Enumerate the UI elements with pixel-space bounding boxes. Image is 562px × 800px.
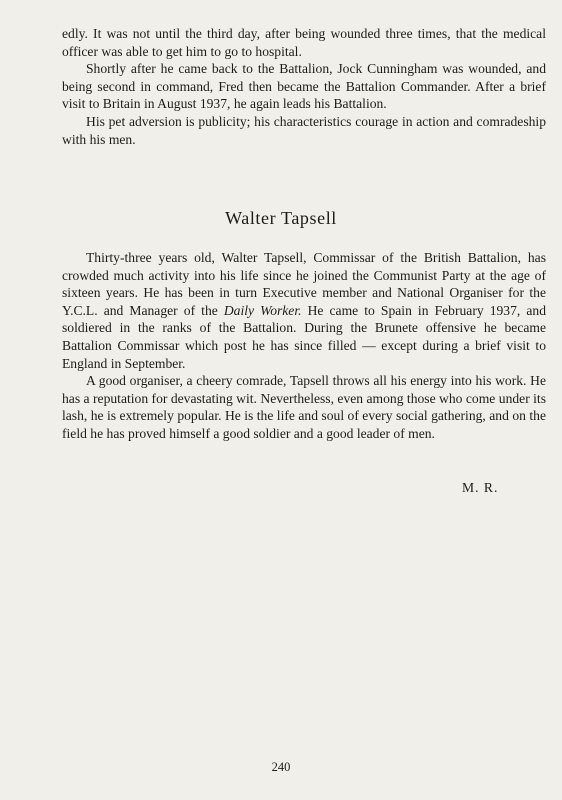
paragraph-battalion-commander: Shortly after he came back to the Battalion, Jock Cunningham was wounded, and being second in command, Fred then became the Battalion Commander. After a brief visit to Britain in August 1937, he again leads his Battalion. xyxy=(62,61,546,112)
paragraph-text: He came to Spain in February 1937, and soldiered in the ranks of the Battalion. During the Brunete offensive he became Battalion Commissar which post he has since filled — except during a brief visit to England in September. xyxy=(62,302,546,371)
page-number: 240 xyxy=(271,760,291,774)
biography-paragraph-1 xyxy=(62,249,546,372)
biography-paragraph-2: A good organiser, a cheery comrade, Tapsell throws all his energy into his work. He has a reputation for devastating wit. Nevertheless, even among those who come under its lash, he is extremely popular. He is the life and soul of every social gathering, and on the field he has proved himself a good soldier and a good leader of men. xyxy=(62,373,546,441)
author-signature: M. R. xyxy=(462,480,499,495)
biography-text-block xyxy=(62,249,546,443)
newspaper-title: Daily Worker. xyxy=(223,302,302,318)
paragraph-text: Thirty-three years old, Walter Tapsell, Commissar of the British Battalion, has crowded much activity into his life since he joined the Communist Party at the age of sixteen years. He has been in turn Executive member and National Organiser for the Y.C.L. and Manager of the xyxy=(62,250,546,318)
continued-paragraph: edly. It was not until the third day, after being wounded three times, that the medical officer was able to get him to go to hospital. xyxy=(62,26,546,59)
section-heading: Walter Tapsell xyxy=(225,208,337,228)
paragraph-pet-adversion: His pet adversion is publicity; his characteristics courage in action and comradeship with his men. xyxy=(62,113,546,147)
continued-text-block xyxy=(62,25,546,148)
